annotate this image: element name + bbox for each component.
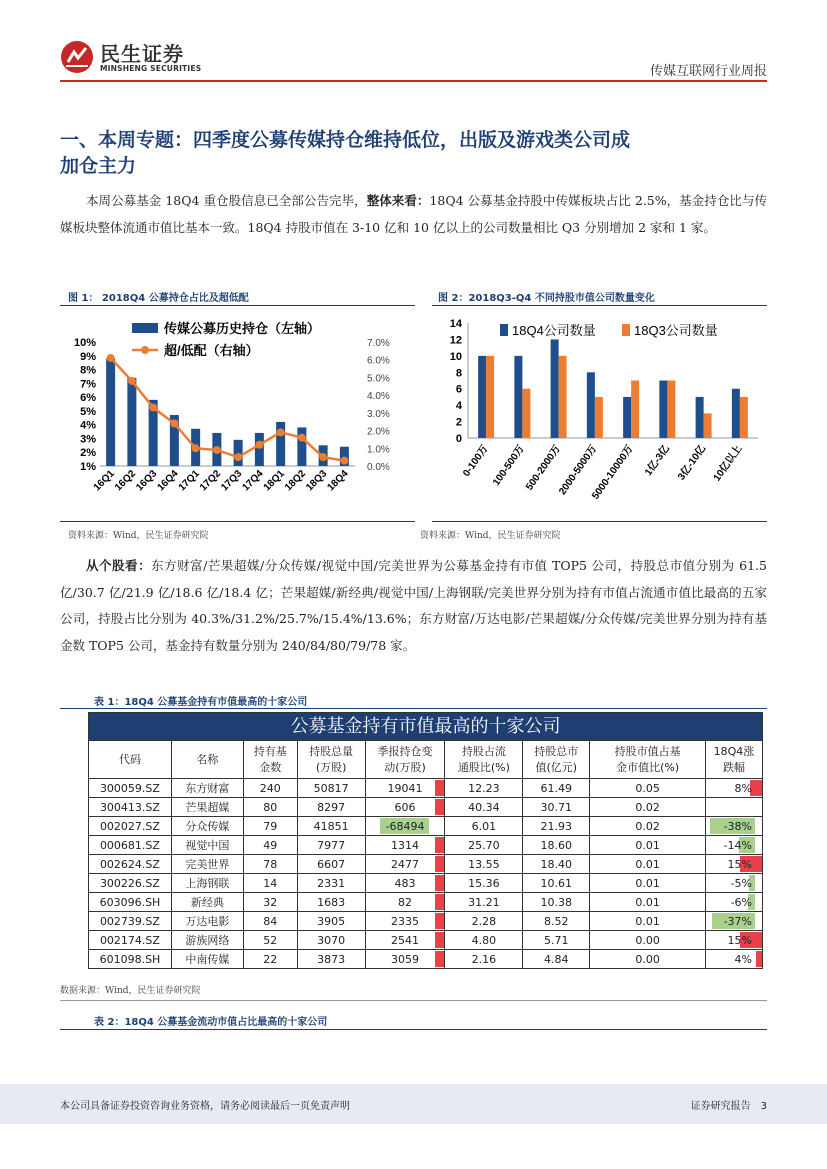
table1-header-line1: 代码 bbox=[118, 752, 141, 766]
table-cell-float-ratio: 40.34 bbox=[445, 798, 523, 817]
positive-data-bar bbox=[435, 875, 444, 891]
table-cell-name: 中南传媒 bbox=[171, 950, 243, 969]
brand-name-cn: 民生证券 bbox=[100, 42, 184, 66]
cell-value: 8% bbox=[734, 781, 752, 795]
bar-18q4 bbox=[478, 356, 486, 438]
x-tick-label: 16Q2 bbox=[112, 468, 138, 494]
table-cell-funds: 52 bbox=[243, 931, 297, 950]
table-row bbox=[89, 817, 763, 836]
footer-disclaimer: 本公司具备证券投资咨询业务资格，请务必阅读最后一页免责声明 bbox=[60, 1101, 350, 1112]
table-cell-code: 000681.SZ bbox=[89, 836, 172, 855]
table-row bbox=[89, 779, 763, 798]
table-cell-fund-ratio: 0.00 bbox=[590, 931, 706, 950]
table-cell-change bbox=[365, 855, 445, 874]
bar-18q4 bbox=[659, 381, 667, 439]
line-point bbox=[277, 428, 285, 436]
legend-swatch-point bbox=[141, 346, 149, 354]
table1-header-line1: 名称 bbox=[196, 752, 219, 766]
bar-18q4 bbox=[514, 356, 522, 438]
brand-logo-icon bbox=[60, 40, 94, 74]
y-tick-label: 6 bbox=[455, 383, 462, 396]
right-axis-tick-label: 7.0% bbox=[367, 338, 390, 349]
table-cell-fund-ratio: 0.02 bbox=[590, 798, 706, 817]
bar-holding bbox=[255, 433, 264, 466]
y-tick-label: 10 bbox=[449, 350, 462, 363]
table-cell-float-ratio: 12.23 bbox=[445, 779, 523, 798]
left-axis-tick-label: 5% bbox=[80, 405, 96, 418]
table-cell-funds: 79 bbox=[243, 817, 297, 836]
cell-value: -68494 bbox=[385, 819, 425, 833]
table1-header-line2: (万股) bbox=[315, 760, 347, 774]
right-axis-tick-label: 4.0% bbox=[367, 391, 390, 403]
x-tick-label: 10亿以上 bbox=[711, 443, 745, 484]
positive-data-bar bbox=[435, 837, 444, 853]
bar-holding bbox=[297, 427, 306, 466]
figure1-caption: 图 1： 2018Q4 公募持仓占比及超低配 bbox=[68, 293, 249, 304]
left-axis-tick-label: 3% bbox=[80, 433, 96, 446]
x-tick-label: 17Q4 bbox=[240, 468, 266, 494]
figure2-chart bbox=[432, 308, 767, 518]
table1-title: 公募基金持有市值最高的十家公司 bbox=[89, 713, 763, 741]
right-axis-tick-label: 0.0% bbox=[367, 462, 390, 473]
left-axis-tick-label: 2% bbox=[80, 447, 96, 460]
table1-header-line1: 持股市值占基 bbox=[614, 744, 681, 758]
x-tick-label: 16Q4 bbox=[155, 468, 181, 494]
table-cell-shares: 50817 bbox=[297, 779, 365, 798]
cell-value: 2541 bbox=[391, 933, 420, 947]
x-tick-label: 1亿-3亿 bbox=[643, 443, 672, 478]
cell-value: -14% bbox=[723, 838, 752, 852]
top10-holdings-table bbox=[88, 712, 763, 969]
line-point bbox=[128, 377, 136, 385]
left-axis-tick-label: 10% bbox=[73, 337, 96, 349]
table1-header-line1: 持股总市 bbox=[534, 744, 579, 758]
table-cell-pct bbox=[705, 931, 762, 950]
cell-value: 2335 bbox=[391, 914, 420, 928]
positive-data-bar bbox=[435, 780, 444, 796]
table-cell-name: 新经典 bbox=[171, 893, 243, 912]
table1-header-line2: 通股比(%) bbox=[457, 760, 510, 774]
left-axis-tick-label: 8% bbox=[80, 364, 96, 377]
table-cell-pct bbox=[705, 798, 762, 817]
table-cell-fund-ratio: 0.02 bbox=[590, 817, 706, 836]
left-axis-tick-label: 4% bbox=[80, 419, 96, 432]
table-cell-funds: 14 bbox=[243, 874, 297, 893]
table1-header-line2: 金数 bbox=[259, 760, 282, 774]
bar-18q4 bbox=[551, 339, 559, 438]
bar-holding bbox=[234, 440, 243, 466]
legend-label-line: 超/低配（右轴） bbox=[164, 343, 259, 358]
line-point bbox=[319, 453, 327, 461]
table-cell-change bbox=[365, 931, 445, 950]
legend-swatch-18q3 bbox=[622, 324, 630, 336]
table-cell-shares: 2331 bbox=[297, 874, 365, 893]
table-cell-name: 视觉中国 bbox=[171, 836, 243, 855]
table-cell-shares: 7977 bbox=[297, 836, 365, 855]
section-title: 一、本周专题：四季度公募传媒持仓维持低位，出版及游戏类公司成加仓主力 bbox=[60, 129, 631, 177]
table1-source: 数据来源：Wind，民生证券研究院 bbox=[60, 986, 201, 996]
x-tick-label: 17Q1 bbox=[176, 468, 202, 494]
stock-paragraph bbox=[60, 553, 767, 659]
table-cell-float-ratio: 13.55 bbox=[445, 855, 523, 874]
cell-value: 15% bbox=[727, 933, 752, 947]
right-axis-tick-label: 5.0% bbox=[367, 373, 390, 385]
figure2-rule bbox=[432, 305, 767, 306]
table-cell-name: 东方财富 bbox=[171, 779, 243, 798]
figure1-bottom-rule bbox=[60, 521, 415, 522]
table1-header-cell bbox=[445, 741, 523, 779]
table-cell-name: 分众传媒 bbox=[171, 817, 243, 836]
table-cell-shares: 1683 bbox=[297, 893, 365, 912]
figure1-chart bbox=[60, 308, 415, 518]
report-type: 传媒互联网行业周报 bbox=[649, 64, 767, 79]
table1-header-line2: 动(万股) bbox=[384, 760, 426, 774]
table1-header-cell bbox=[705, 741, 762, 779]
table1-header-line2: 值(亿元) bbox=[535, 760, 578, 774]
x-tick-label: 18Q3 bbox=[304, 468, 330, 494]
table-cell-float-ratio: 2.28 bbox=[445, 912, 523, 931]
table-cell-pct bbox=[705, 912, 762, 931]
table-cell-change bbox=[365, 836, 445, 855]
cell-value: 15% bbox=[727, 857, 752, 871]
table-cell-pct bbox=[705, 855, 762, 874]
positive-data-bar bbox=[435, 932, 444, 948]
table-cell-code: 300059.SZ bbox=[89, 779, 172, 798]
table-cell-change bbox=[365, 779, 445, 798]
bar-18q3 bbox=[740, 397, 748, 438]
table-cell-mkt-value: 18.60 bbox=[523, 836, 590, 855]
stock-text: 东方财富/芒果超媒/分众传媒/视觉中国/完美世界为公募基金持有市值 TOP5 公司，持股总市值分别为 61.5 亿/30.7 亿/21.9 亿/18.6 亿/18.4 亿；芒果超媒/新经典/视觉中国/上海钢联/完美世界分别为持有市值占流通市值比最高的五家公司，持股占比分别为 40.3%/31.2%/25.7%/15.4%/13.6%；东方财富/万达电影/芒果超媒/分众传媒/完美世界分别为持有基金数 TOP5 公司，基金持有数量分别为 240/84/80/79/78 家。 bbox=[60, 558, 767, 653]
x-tick-label: 18Q1 bbox=[261, 468, 287, 494]
y-tick-label: 12 bbox=[449, 334, 462, 347]
table-cell-float-ratio: 4.80 bbox=[445, 931, 523, 950]
table-cell-change bbox=[365, 798, 445, 817]
table-cell-float-ratio: 15.36 bbox=[445, 874, 523, 893]
table-cell-pct bbox=[705, 893, 762, 912]
table-cell-fund-ratio: 0.01 bbox=[590, 912, 706, 931]
table-row bbox=[89, 836, 763, 855]
positive-data-bar bbox=[435, 951, 444, 967]
left-axis-tick-label: 6% bbox=[80, 392, 96, 405]
x-tick-label: 18Q4 bbox=[325, 468, 351, 494]
bar-18q3 bbox=[559, 356, 567, 438]
legend-label-bar: 传媒公募历史持仓（左轴） bbox=[164, 321, 321, 336]
table-cell-shares: 3873 bbox=[297, 950, 365, 969]
y-tick-label: 2 bbox=[455, 416, 462, 429]
table-cell-code: 002739.SZ bbox=[89, 912, 172, 931]
cell-value: 82 bbox=[398, 895, 413, 909]
positive-data-bar bbox=[435, 913, 444, 929]
line-point bbox=[255, 441, 263, 449]
table-cell-name: 完美世界 bbox=[171, 855, 243, 874]
x-tick-label: 2000-5000万 bbox=[557, 443, 600, 498]
line-point bbox=[340, 457, 348, 465]
legend-label-18q4: 18Q4公司数量 bbox=[512, 323, 596, 338]
table-cell-shares: 8297 bbox=[297, 798, 365, 817]
table-cell-mkt-value: 10.38 bbox=[523, 893, 590, 912]
table-cell-code: 300226.SZ bbox=[89, 874, 172, 893]
table-cell-float-ratio: 6.01 bbox=[445, 817, 523, 836]
positive-data-bar bbox=[435, 799, 444, 815]
x-tick-label: 500-2000万 bbox=[524, 443, 564, 493]
table-cell-change bbox=[365, 874, 445, 893]
table1-header-line1: 持股占流 bbox=[461, 744, 506, 758]
table-cell-mkt-value: 8.52 bbox=[523, 912, 590, 931]
table-cell-mkt-value: 21.93 bbox=[523, 817, 590, 836]
table-cell-code: 603096.SH bbox=[89, 893, 172, 912]
table-cell-name: 游族网络 bbox=[171, 931, 243, 950]
figure2-caption: 图 2：2018Q3-Q4 不同持股市值公司数量变化 bbox=[438, 293, 655, 304]
bar-18q3 bbox=[595, 397, 603, 438]
table-cell-shares: 3070 bbox=[297, 931, 365, 950]
table-cell-code: 002174.SZ bbox=[89, 931, 172, 950]
table-cell-float-ratio: 31.21 bbox=[445, 893, 523, 912]
line-point bbox=[149, 404, 157, 412]
figure1-rule bbox=[60, 305, 415, 306]
table-cell-fund-ratio: 0.01 bbox=[590, 836, 706, 855]
cell-value: 4% bbox=[734, 952, 752, 966]
table-cell-mkt-value: 30.71 bbox=[523, 798, 590, 817]
intro-bold: 整体来看： bbox=[366, 193, 430, 208]
table-cell-mkt-value: 61.49 bbox=[523, 779, 590, 798]
table1-header-line1: 18Q4涨 bbox=[713, 744, 755, 758]
table-cell-shares: 6607 bbox=[297, 855, 365, 874]
page-number: 3 bbox=[760, 1101, 767, 1112]
table1-header-cell bbox=[89, 741, 172, 779]
table1-header-cell bbox=[171, 741, 243, 779]
left-axis-tick-label: 7% bbox=[80, 378, 96, 391]
table2-rule bbox=[60, 1029, 767, 1030]
table-cell-pct bbox=[705, 817, 762, 836]
table-cell-pct bbox=[705, 779, 762, 798]
positive-data-bar bbox=[756, 951, 762, 967]
x-tick-label: 3亿-10亿 bbox=[676, 443, 709, 483]
line-point bbox=[234, 453, 242, 461]
table-row bbox=[89, 874, 763, 893]
cell-value: -38% bbox=[723, 819, 752, 833]
table1-header-cell bbox=[297, 741, 365, 779]
y-tick-label: 0 bbox=[455, 433, 462, 445]
footer-right bbox=[681, 1097, 767, 1112]
cell-value: 2477 bbox=[391, 857, 420, 871]
table1-header-line2: 金市值比(%) bbox=[616, 760, 680, 774]
table-cell-change bbox=[365, 912, 445, 931]
page-footer bbox=[0, 1084, 827, 1124]
bar-18q3 bbox=[667, 381, 675, 439]
table-cell-funds: 84 bbox=[243, 912, 297, 931]
left-axis-tick-label: 9% bbox=[80, 350, 96, 363]
table1-header-line1: 持有基 bbox=[253, 744, 287, 758]
intro-text-b: 18Q4 公募基金持股中传媒板块占比 2.5%，基金持仓比与传媒板块整体流通市值比基本一致。18Q4 持股市值在 3-10 亿和 10 亿以上的公司数量相比 Q3 分别增加 2 家和 1 家。 bbox=[60, 193, 768, 235]
table-cell-code: 300413.SZ bbox=[89, 798, 172, 817]
table-cell-change bbox=[365, 950, 445, 969]
table-cell-pct bbox=[705, 950, 762, 969]
table1-rule bbox=[60, 708, 767, 709]
table-cell-shares: 3905 bbox=[297, 912, 365, 931]
figure2-bottom-rule bbox=[432, 521, 767, 522]
bar-18q4 bbox=[732, 389, 740, 438]
stock-bold: 从个股看： bbox=[86, 558, 152, 573]
table-cell-float-ratio: 2.16 bbox=[445, 950, 523, 969]
line-point bbox=[213, 446, 221, 454]
table-cell-fund-ratio: 0.01 bbox=[590, 874, 706, 893]
table-cell-mkt-value: 5.71 bbox=[523, 931, 590, 950]
x-tick-label: 16Q3 bbox=[134, 468, 160, 494]
y-tick-label: 4 bbox=[455, 400, 462, 413]
table1-caption: 表 1：18Q4 公募基金持有市值最高的十家公司 bbox=[94, 697, 308, 708]
cell-value: 1314 bbox=[391, 838, 420, 852]
figure2-source: 资料来源：Wind，民生证券研究院 bbox=[420, 531, 561, 541]
table-cell-fund-ratio: 0.01 bbox=[590, 893, 706, 912]
table1-header-line2: 跌幅 bbox=[722, 760, 745, 774]
table-row bbox=[89, 855, 763, 874]
table-cell-pct bbox=[705, 874, 762, 893]
table-cell-code: 002027.SZ bbox=[89, 817, 172, 836]
x-tick-label: 5000-10000万 bbox=[590, 443, 636, 502]
cell-value: -5% bbox=[730, 876, 752, 890]
brand-logo bbox=[60, 36, 220, 80]
table-row bbox=[89, 950, 763, 969]
intro-text-a: 本周公募基金 18Q4 重仓股信息已全部公告完毕， bbox=[86, 193, 367, 208]
table-cell-funds: 80 bbox=[243, 798, 297, 817]
table-cell-funds: 78 bbox=[243, 855, 297, 874]
x-tick-label: 16Q1 bbox=[91, 468, 117, 494]
line-point bbox=[298, 434, 306, 442]
bar-18q3 bbox=[631, 381, 639, 439]
y-tick-label: 14 bbox=[449, 318, 462, 330]
positive-data-bar bbox=[435, 894, 444, 910]
footer-doc-type: 证券研究报告 bbox=[690, 1101, 751, 1112]
cell-value: -37% bbox=[723, 914, 752, 928]
bar-18q3 bbox=[522, 389, 530, 438]
cell-value: -6% bbox=[730, 895, 752, 909]
left-axis-tick-label: 1% bbox=[80, 461, 96, 473]
table-cell-funds: 32 bbox=[243, 893, 297, 912]
table-cell-change bbox=[365, 817, 445, 836]
bar-holding bbox=[106, 359, 115, 466]
table-cell-name: 芒果超媒 bbox=[171, 798, 243, 817]
x-tick-label: 17Q3 bbox=[219, 468, 245, 494]
right-axis-tick-label: 6.0% bbox=[367, 355, 390, 367]
table-row bbox=[89, 931, 763, 950]
line-point bbox=[192, 444, 200, 452]
brand-name-en: MINSHENG SECURITIES bbox=[100, 64, 202, 73]
legend-label-18q3: 18Q3公司数量 bbox=[634, 323, 718, 338]
table1-header-line1: 持股总量 bbox=[309, 744, 354, 758]
table-cell-funds: 240 bbox=[243, 779, 297, 798]
table-cell-fund-ratio: 0.05 bbox=[590, 779, 706, 798]
table1-header-cell bbox=[590, 741, 706, 779]
table-cell-fund-ratio: 0.01 bbox=[590, 855, 706, 874]
x-tick-label: 0-100万 bbox=[461, 443, 491, 479]
line-point bbox=[170, 419, 178, 427]
table-cell-float-ratio: 25.70 bbox=[445, 836, 523, 855]
bar-18q3 bbox=[486, 356, 494, 438]
x-tick-label: 18Q2 bbox=[282, 468, 308, 494]
positive-data-bar bbox=[435, 856, 444, 872]
line-over-under-weight bbox=[111, 358, 345, 461]
x-tick-label: 17Q2 bbox=[197, 468, 223, 494]
cell-value: 483 bbox=[394, 876, 416, 890]
table-row bbox=[89, 798, 763, 817]
table1-bottom-rule bbox=[60, 1000, 767, 1001]
intro-paragraph bbox=[60, 188, 767, 241]
table-cell-change bbox=[365, 893, 445, 912]
line-point bbox=[107, 354, 115, 362]
bar-18q4 bbox=[587, 372, 595, 438]
table-cell-code: 601098.SH bbox=[89, 950, 172, 969]
cell-value: 3059 bbox=[391, 952, 420, 966]
table-row bbox=[89, 893, 763, 912]
bar-holding bbox=[127, 378, 136, 466]
table-cell-name: 上海钢联 bbox=[171, 874, 243, 893]
header-divider bbox=[60, 80, 767, 82]
table-cell-name: 万达电影 bbox=[171, 912, 243, 931]
legend-swatch-bar bbox=[132, 323, 158, 333]
legend-swatch-18q4 bbox=[500, 324, 508, 336]
table2-caption: 表 2：18Q4 公募基金流动市值占比最高的十家公司 bbox=[94, 1017, 328, 1028]
table1-header-row bbox=[89, 741, 763, 779]
right-axis-tick-label: 3.0% bbox=[367, 408, 390, 420]
table-cell-code: 002624.SZ bbox=[89, 855, 172, 874]
table-cell-mkt-value: 10.61 bbox=[523, 874, 590, 893]
table1-header-cell bbox=[523, 741, 590, 779]
table-cell-fund-ratio: 0.00 bbox=[590, 950, 706, 969]
table1-header-line1: 季报持仓变 bbox=[377, 744, 433, 758]
cell-value: 19041 bbox=[387, 781, 423, 795]
right-axis-tick-label: 1.0% bbox=[367, 444, 390, 456]
table-row bbox=[89, 912, 763, 931]
table-cell-funds: 49 bbox=[243, 836, 297, 855]
cell-value: 606 bbox=[394, 800, 416, 814]
table-cell-mkt-value: 4.84 bbox=[523, 950, 590, 969]
bar-18q4 bbox=[696, 397, 704, 438]
table-cell-pct bbox=[705, 836, 762, 855]
right-axis-tick-label: 2.0% bbox=[367, 426, 390, 438]
bar-18q3 bbox=[704, 413, 712, 438]
table1-header-cell bbox=[365, 741, 445, 779]
table-cell-mkt-value: 18.40 bbox=[523, 855, 590, 874]
x-tick-label: 100-500万 bbox=[491, 443, 527, 488]
table-cell-shares: 41851 bbox=[297, 817, 365, 836]
table-cell-funds: 22 bbox=[243, 950, 297, 969]
bar-18q4 bbox=[623, 397, 631, 438]
table1-header-cell bbox=[243, 741, 297, 779]
figure1-source: 资料来源：Wind，民生证券研究院 bbox=[68, 531, 209, 541]
y-tick-label: 8 bbox=[455, 367, 462, 380]
